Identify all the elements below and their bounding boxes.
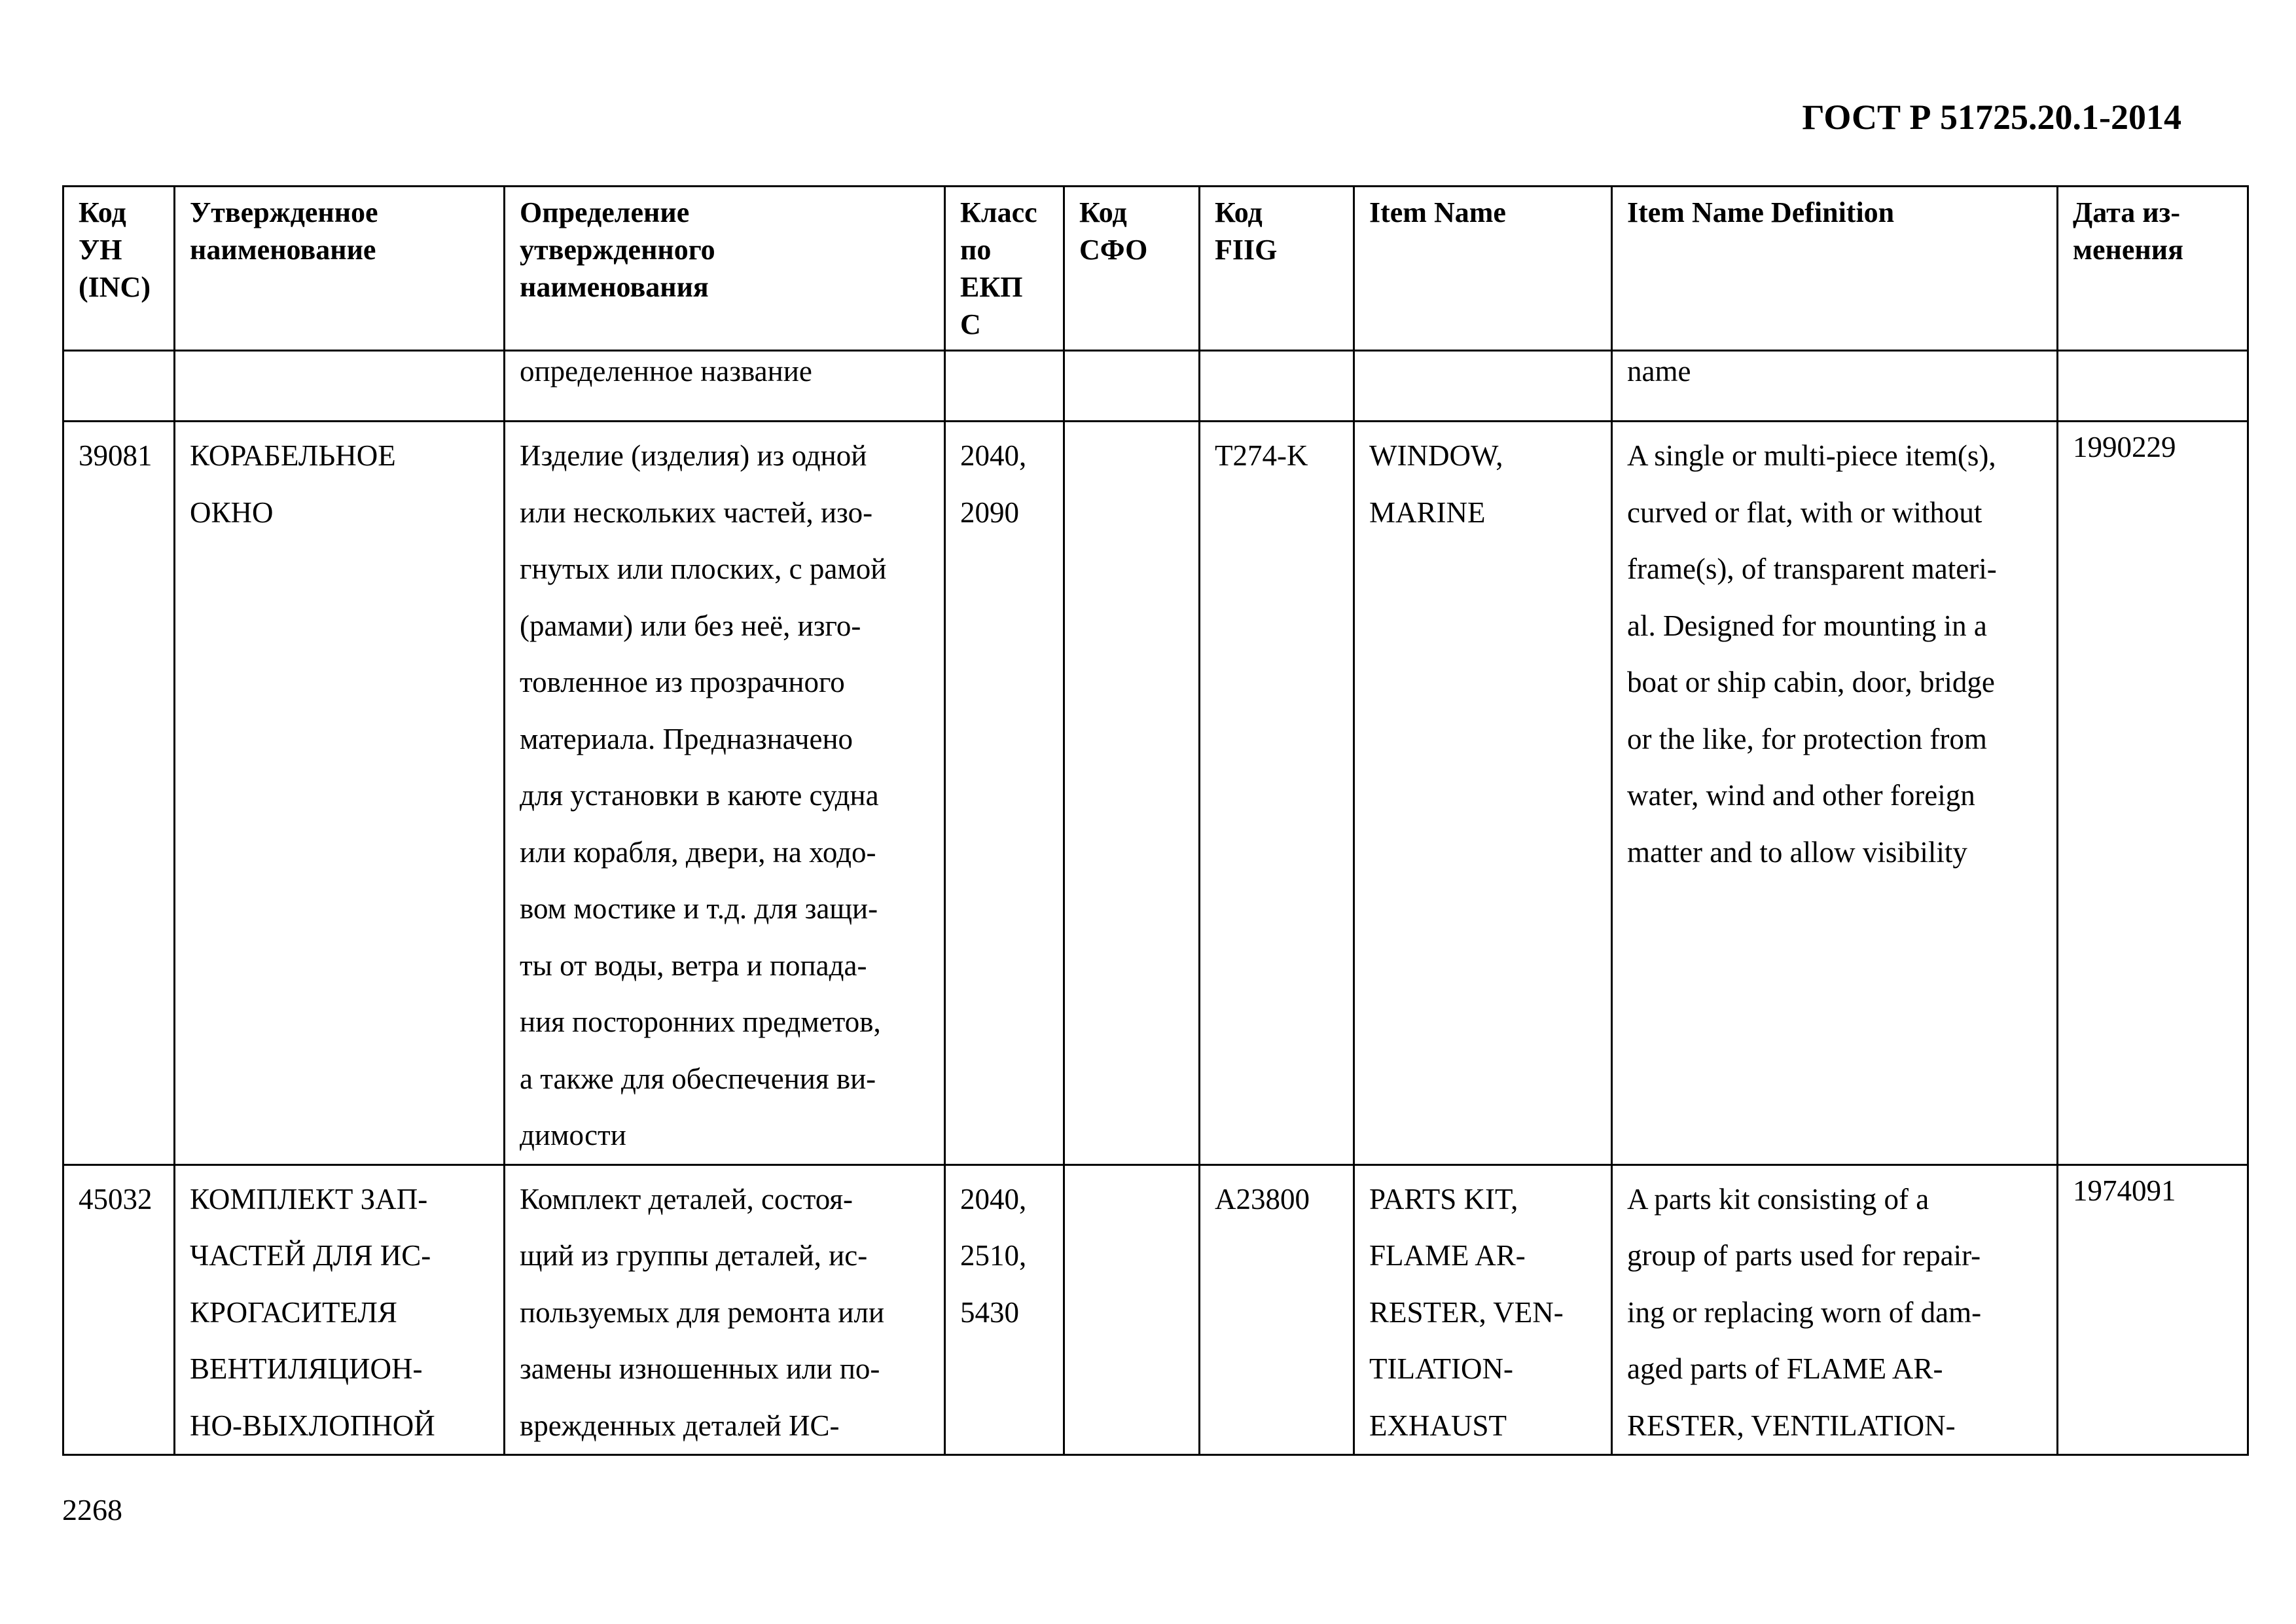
cell-definition: определенное название bbox=[505, 351, 945, 422]
classifier-table bbox=[62, 185, 2249, 1456]
column-header-change-date: Дата из- менения bbox=[2058, 187, 2248, 351]
cell-definition: Комплект деталей, состоя- щий из группы деталей, ис- пользуемых для ремонта или замены изношенных или по- врежденных деталей ИС- bbox=[505, 1164, 945, 1455]
cell-item-name: WINDOW, MARINE bbox=[1354, 422, 1612, 1165]
page-number: 2268 bbox=[62, 1493, 122, 1526]
document-code: ГОСТ Р 51725.20.1-2014 bbox=[1802, 98, 2181, 137]
cell-date bbox=[2058, 351, 2248, 422]
cell-date: 1990229 bbox=[2058, 422, 2248, 1165]
cell-item-definition: name bbox=[1612, 351, 2058, 422]
column-header-inc: Код УН (INC) bbox=[63, 187, 175, 351]
cell-approved-name bbox=[175, 351, 505, 422]
column-header-name-definition: Определение утвержденного наименования bbox=[505, 187, 945, 351]
cell-sfo bbox=[1064, 351, 1200, 422]
cell-class: 2040, 2510, 5430 bbox=[945, 1164, 1064, 1455]
cell-sfo bbox=[1064, 422, 1200, 1165]
cell-date: 1974091 bbox=[2058, 1164, 2248, 1455]
cell-inc: 45032 bbox=[63, 1164, 175, 1455]
column-header-item-name: Item Name bbox=[1354, 187, 1612, 351]
cell-approved-name: КОРАБЕЛЬНОЕ ОКНО bbox=[175, 422, 505, 1165]
column-header-sfo-code: Код СФО bbox=[1064, 187, 1200, 351]
cell-fiig: T274-K bbox=[1200, 422, 1354, 1165]
cell-item-definition: A single or multi-piece item(s), curved or flat, with or without frame(s), of transparent materi- al. Designed for mounting in a boat or ship cabin, door, bridge or the like, for protection from water, wind and other foreign matter and to allow visibility bbox=[1612, 422, 2058, 1165]
cell-class: 2040, 2090 bbox=[945, 422, 1064, 1165]
cell-definition: Изделие (изделия) из одной или нескольких частей, изо- гнутых или плоских, с рамой (рамами) или без неё, изго- товленное из прозрачного материала. Предназначено для установки в каюте судна или корабля, двери, на ходо- вом мостике и т.д. для защи- ты от воды, ветра и попада- ния посторонних предметов, а также для обеспечения ви- димости bbox=[505, 422, 945, 1165]
column-header-class: Класс по ЕКП С bbox=[945, 187, 1064, 351]
column-header-fiig-code: Код FIIG bbox=[1200, 187, 1354, 351]
table-row bbox=[63, 1164, 2248, 1455]
cell-item-definition: A parts kit consisting of a group of parts used for repair- ing or replacing worn of dam- aged parts of FLAME AR- RESTER, VENTILATION- bbox=[1612, 1164, 2058, 1455]
cell-item-name: PARTS KIT, FLAME AR- RESTER, VEN- TILATION- EXHAUST bbox=[1354, 1164, 1612, 1455]
cell-inc bbox=[63, 351, 175, 422]
cell-item-name bbox=[1354, 351, 1612, 422]
table-row bbox=[63, 422, 2248, 1165]
cell-fiig: A23800 bbox=[1200, 1164, 1354, 1455]
table-header-row bbox=[63, 187, 2248, 351]
table-row-continuation bbox=[63, 351, 2248, 422]
cell-approved-name: КОМПЛЕКТ ЗАП- ЧАСТЕЙ ДЛЯ ИС- КРОГАСИТЕЛЯ ВЕНТИЛЯЦИОН- НО-ВЫХЛОПНОЙ bbox=[175, 1164, 505, 1455]
column-header-item-name-definition: Item Name Definition bbox=[1612, 187, 2058, 351]
cell-inc: 39081 bbox=[63, 422, 175, 1165]
cell-fiig bbox=[1200, 351, 1354, 422]
column-header-approved-name: Утвержденное наименование bbox=[175, 187, 505, 351]
cell-class bbox=[945, 351, 1064, 422]
cell-sfo bbox=[1064, 1164, 1200, 1455]
